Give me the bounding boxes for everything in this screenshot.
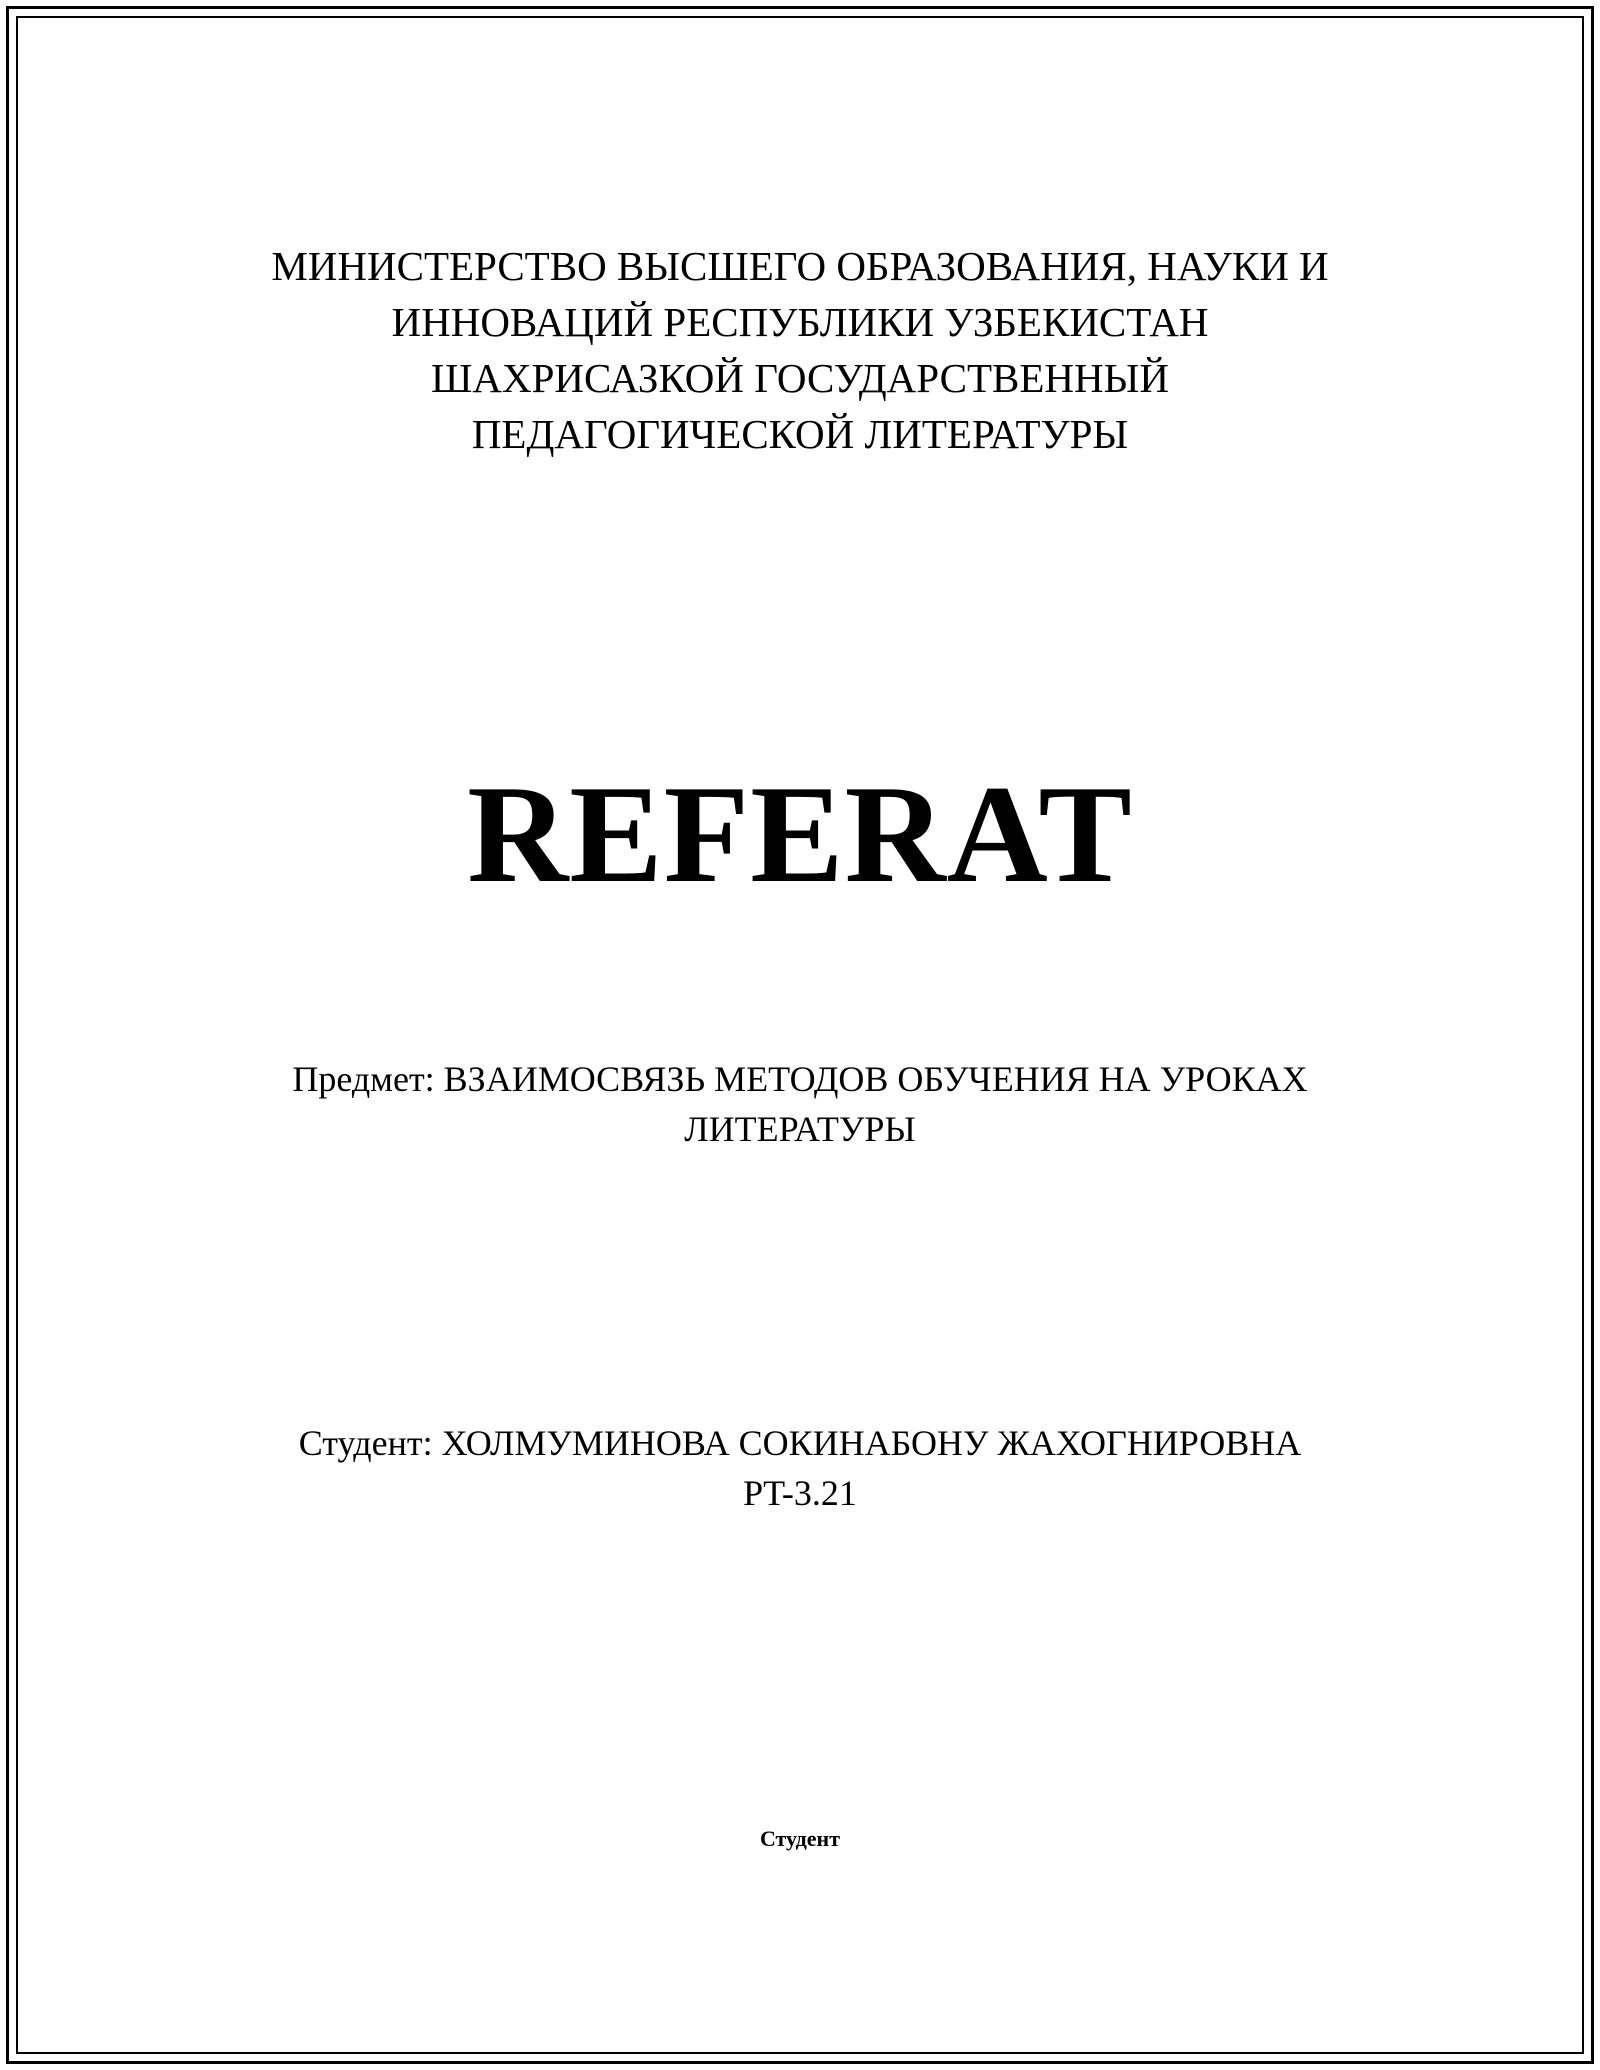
document-title: REFERAT	[467, 757, 1133, 912]
institution-header	[0, 238, 1600, 462]
header-line-4: ПЕДАГОГИЧЕСКОЙ ЛИТЕРАТУРЫ	[471, 411, 1129, 457]
student-block	[0, 1418, 1600, 1518]
student-group: PT-3.21	[743, 1473, 857, 1513]
header-line-1: МИНИСТЕРСТВО ВЫСШЕГО ОБРАЗОВАНИЯ, НАУКИ И	[271, 243, 1329, 289]
footer-label: Студент	[759, 1826, 841, 1851]
subject-line-1: Предмет: ВЗАИМОСВЯЗЬ МЕТОДОВ ОБУЧЕНИЯ НА УРОКАХ	[292, 1059, 1308, 1099]
header-line-2: ИННОВАЦИЙ РЕСПУБЛИКИ УЗБЕКИСТАН	[391, 299, 1209, 345]
student-name: Студент: ХОЛМУМИНОВА СОКИНАБОНУ ЖАХОГНИРОВНА	[298, 1423, 1302, 1463]
subject-line-2: ЛИТЕРАТУРЫ	[684, 1109, 916, 1149]
subject-block	[0, 1054, 1600, 1154]
header-line-3: ШАХРИСАЗКОЙ ГОСУДАРСТВЕННЫЙ	[431, 355, 1169, 401]
